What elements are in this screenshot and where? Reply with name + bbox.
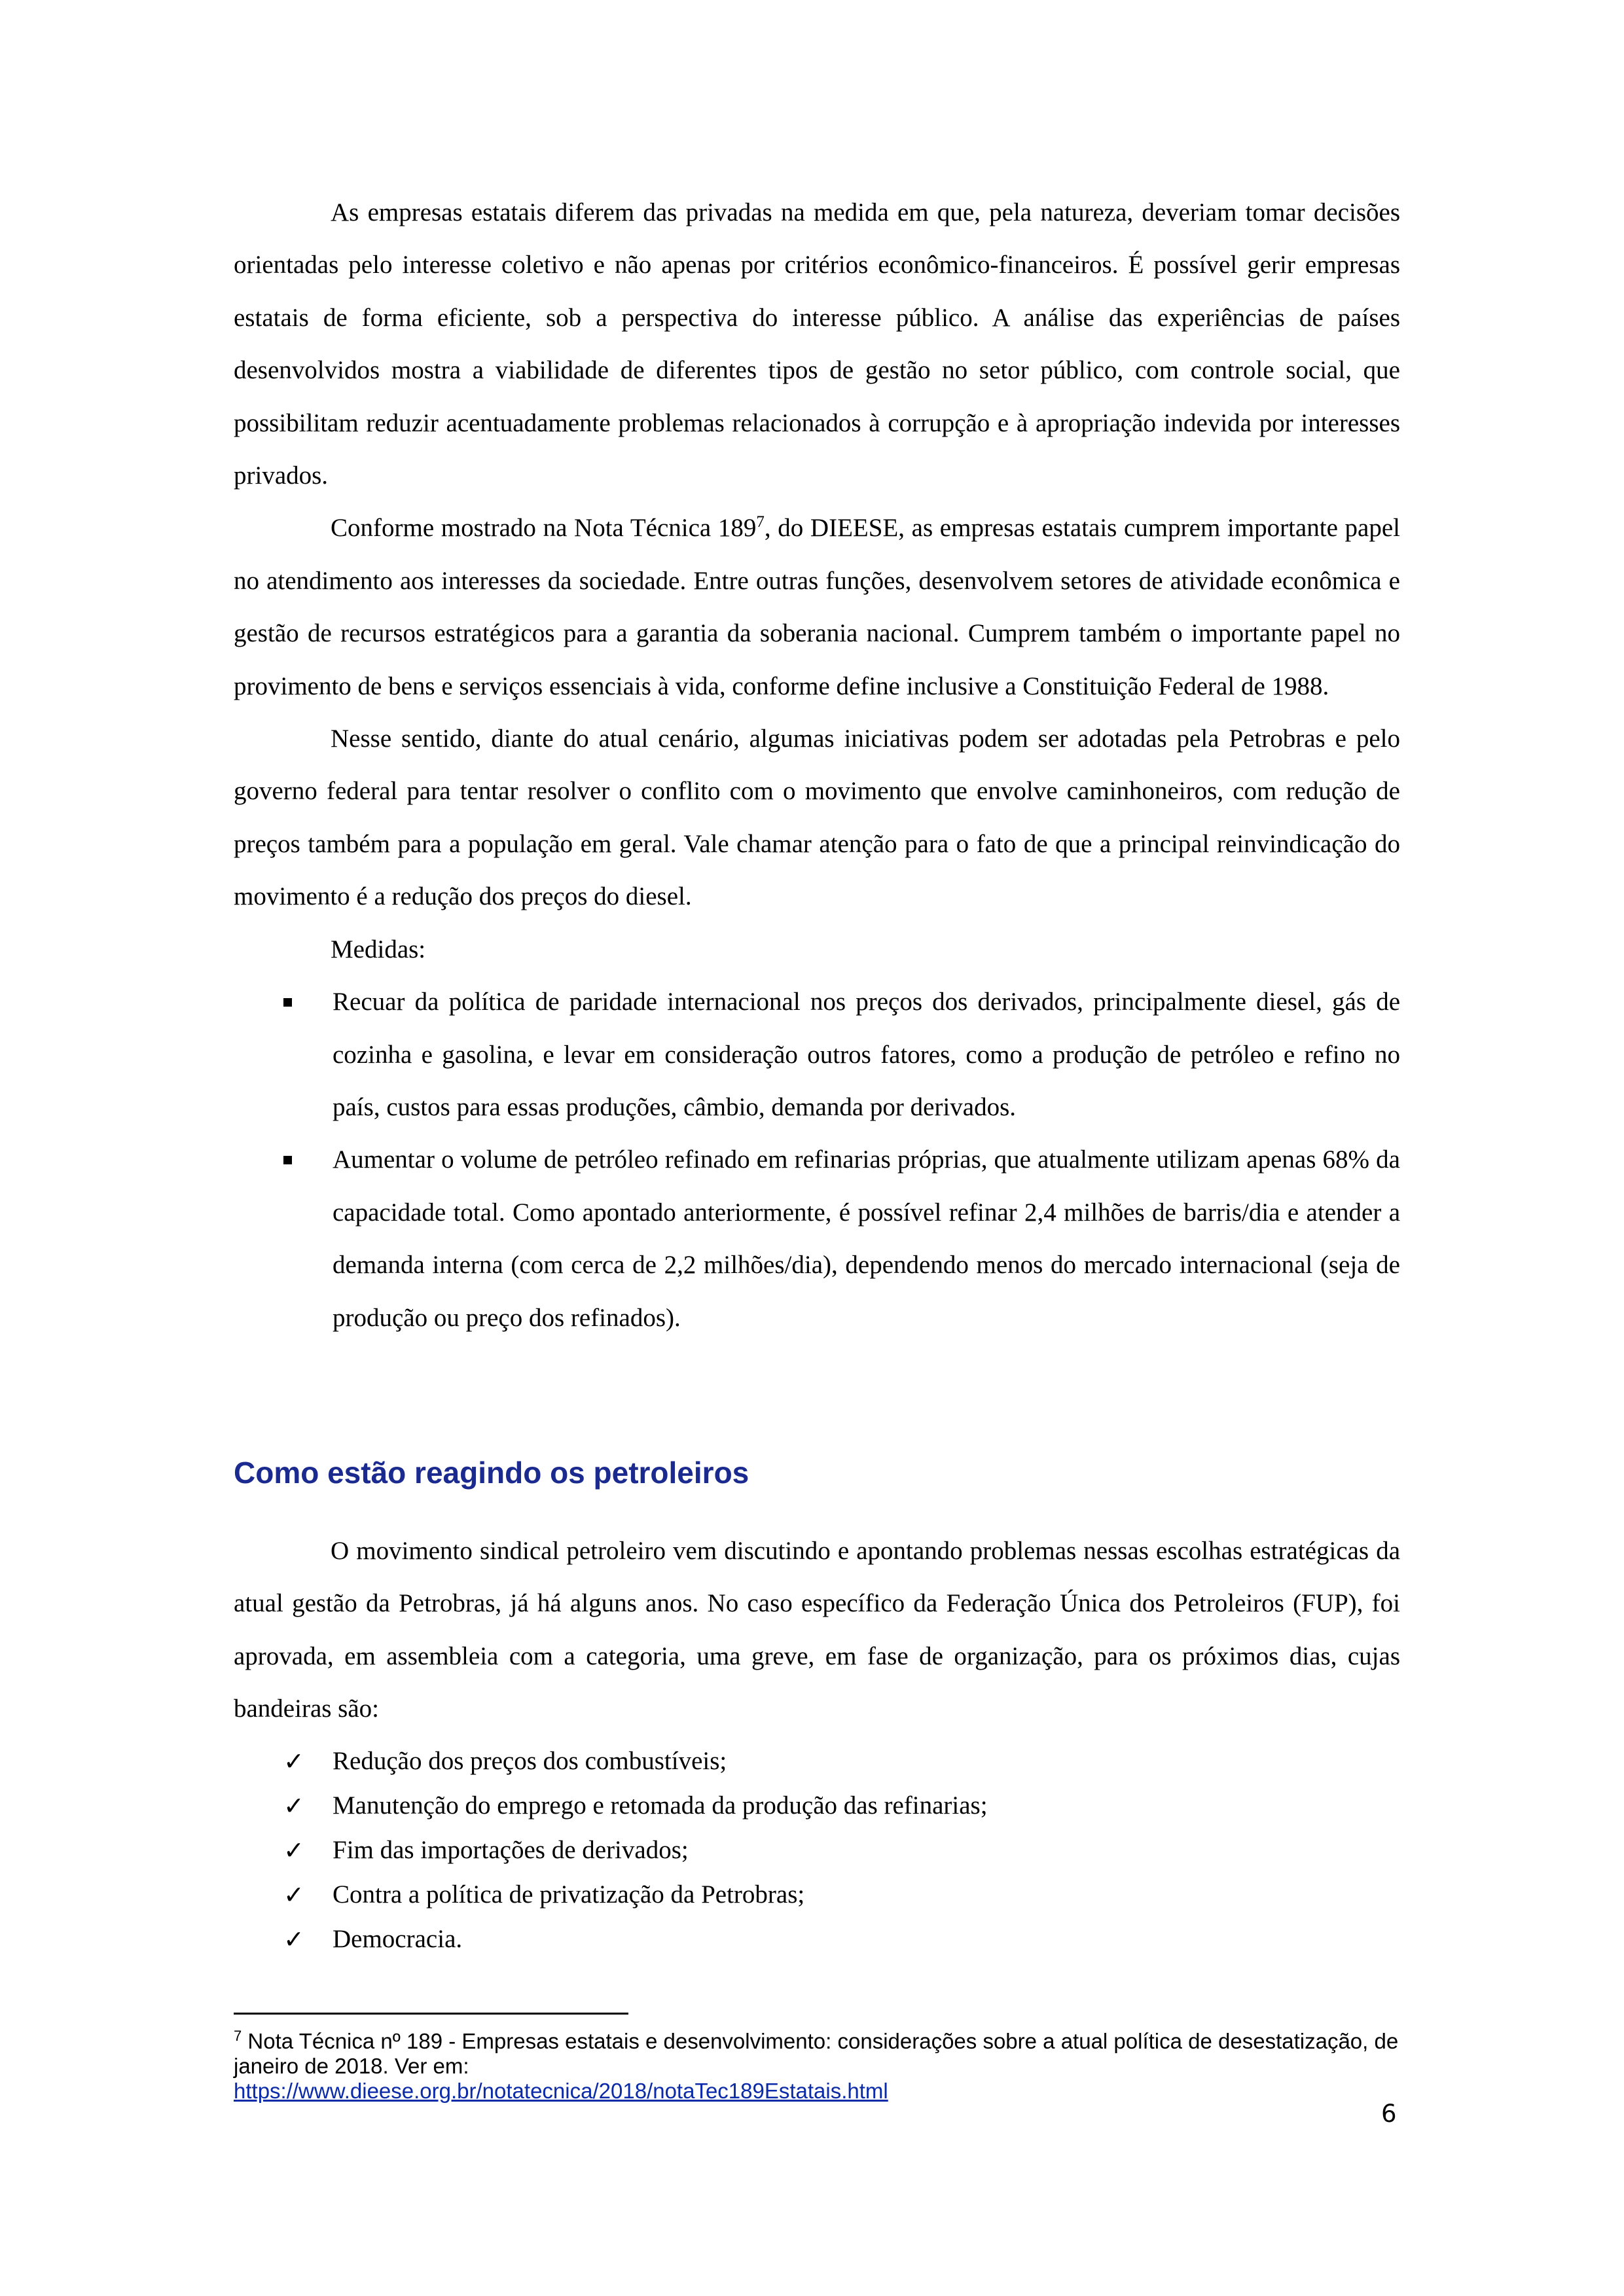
- list-item-text: Aumentar o volume de petróleo refinado em refinarias próprias, que atualmente utilizam apenas 68% da capacidade total. Como apontado anteriormente, é possível refinar 2,4 milhões de barris/dia e atender a demanda interna (com cerca de 2,2 milhões/dia), dependendo menos do mercado internacional (seja de produção ou preço dos refinados).: [333, 1145, 1400, 1332]
- measures-label: Medidas:: [331, 935, 426, 963]
- checkmark-icon: ✓: [283, 1747, 304, 1776]
- footnote-marker: 7: [234, 2028, 242, 2044]
- list-item-text: Manutenção do emprego e retomada da produção das refinarias;: [333, 1791, 988, 1820]
- list-item: [234, 1917, 1400, 1962]
- list-item-text: Democracia.: [333, 1925, 463, 1953]
- list-item-text: Recuar da política de paridade internacional nos preços dos derivados, principalmente diesel, gás de cozinha e gasolina, e levar em consideração outros fatores, como a produção de petróleo e refino no país, custos para essas produções, câmbio, demanda por derivados.: [333, 988, 1400, 1121]
- measures-list: [234, 976, 1400, 1344]
- checkmark-icon: ✓: [283, 1791, 304, 1820]
- list-item: [234, 976, 1400, 1134]
- checkmark-icon: ✓: [283, 1880, 304, 1909]
- footnote-link[interactable]: https://www.dieese.org.br/notatecnica/2018/notaTec189Estatais.html: [234, 2079, 888, 2103]
- banners-list: [234, 1739, 1400, 1962]
- footnote-reference[interactable]: 7: [756, 513, 765, 531]
- list-item-text: Contra a política de privatização da Petrobras;: [333, 1880, 805, 1909]
- list-item: [234, 1784, 1400, 1828]
- paragraph: [234, 502, 1400, 713]
- list-item: [234, 1134, 1400, 1344]
- page-number: 6: [1381, 2100, 1397, 2128]
- list-item-text: Fim das importações de derivados;: [333, 1836, 689, 1864]
- paragraph-text: , do DIEESE, as empresas estatais cumprem importante papel no atendimento aos interesses da sociedade. Entre outras funções, desenvolvem setores de atividade econômica e gestão de recursos estratégicos para a garantia da soberania nacional. Cumprem também o importante papel no provimento de bens e serviços essenciais à vida, conforme define inclusive a Constituição Federal de 1988.: [234, 514, 1400, 700]
- list-item: [234, 1739, 1400, 1784]
- footnote-text: Nota Técnica nº 189 - Empresas estatais e desenvolvimento: considerações sobre a atual política de desestatização, de janeiro de 2018. Ver em:: [234, 2029, 1399, 2078]
- list-item: [234, 1828, 1400, 1873]
- list-item: [234, 1873, 1400, 1917]
- checkmark-icon: ✓: [283, 1925, 304, 1954]
- section-heading: Como estão reagindo os petroleiros: [234, 1456, 749, 1490]
- square-bullet-icon: [283, 1156, 292, 1164]
- paragraph: Nesse sentido, diante do atual cenário, algumas iniciativas podem ser adotadas pela Petrobras e pelo governo federal para tentar resolver o conflito com o movimento que envolve caminhoneiros, com redução de preços também para a população em geral. Vale chamar atenção para o fato de que a principal reinvindicação do movimento é a redução dos preços do diesel.: [234, 725, 1400, 911]
- square-bullet-icon: [283, 998, 292, 1007]
- paragraph: As empresas estatais diferem das privadas na medida em que, pela natureza, deveriam tomar decisões orientadas pelo interesse coletivo e não apenas por critérios econômico-financeiros. É possível gerir empresas estatais de forma eficiente, sob a perspectiva do interesse público. A análise das experiências de países desenvolvidos mostra a viabilidade de diferentes tipos de gestão no setor público, com controle social, que possibilitam reduzir acentuadamente problemas relacionados à corrupção e à apropriação indevida por interesses privados.: [234, 198, 1400, 490]
- footnote: [234, 2029, 1400, 2104]
- checkmark-icon: ✓: [283, 1836, 304, 1865]
- paragraph-text: Conforme mostrado na Nota Técnica 189: [331, 514, 757, 543]
- footnote-divider: [234, 2013, 628, 2015]
- paragraph: O movimento sindical petroleiro vem discutindo e apontando problemas nessas escolhas estratégicas da atual gestão da Petrobras, já há alguns anos. No caso específico da Federação Única dos Petroleiros (FUP), foi aprovada, em assembleia com a categoria, uma greve, em fase de organização, para os próximos dias, cujas bandeiras são:: [234, 1537, 1400, 1723]
- section-body: [234, 1525, 1400, 1736]
- list-item-text: Redução dos preços dos combustíveis;: [333, 1747, 727, 1775]
- body-text-block: [234, 187, 1400, 1344]
